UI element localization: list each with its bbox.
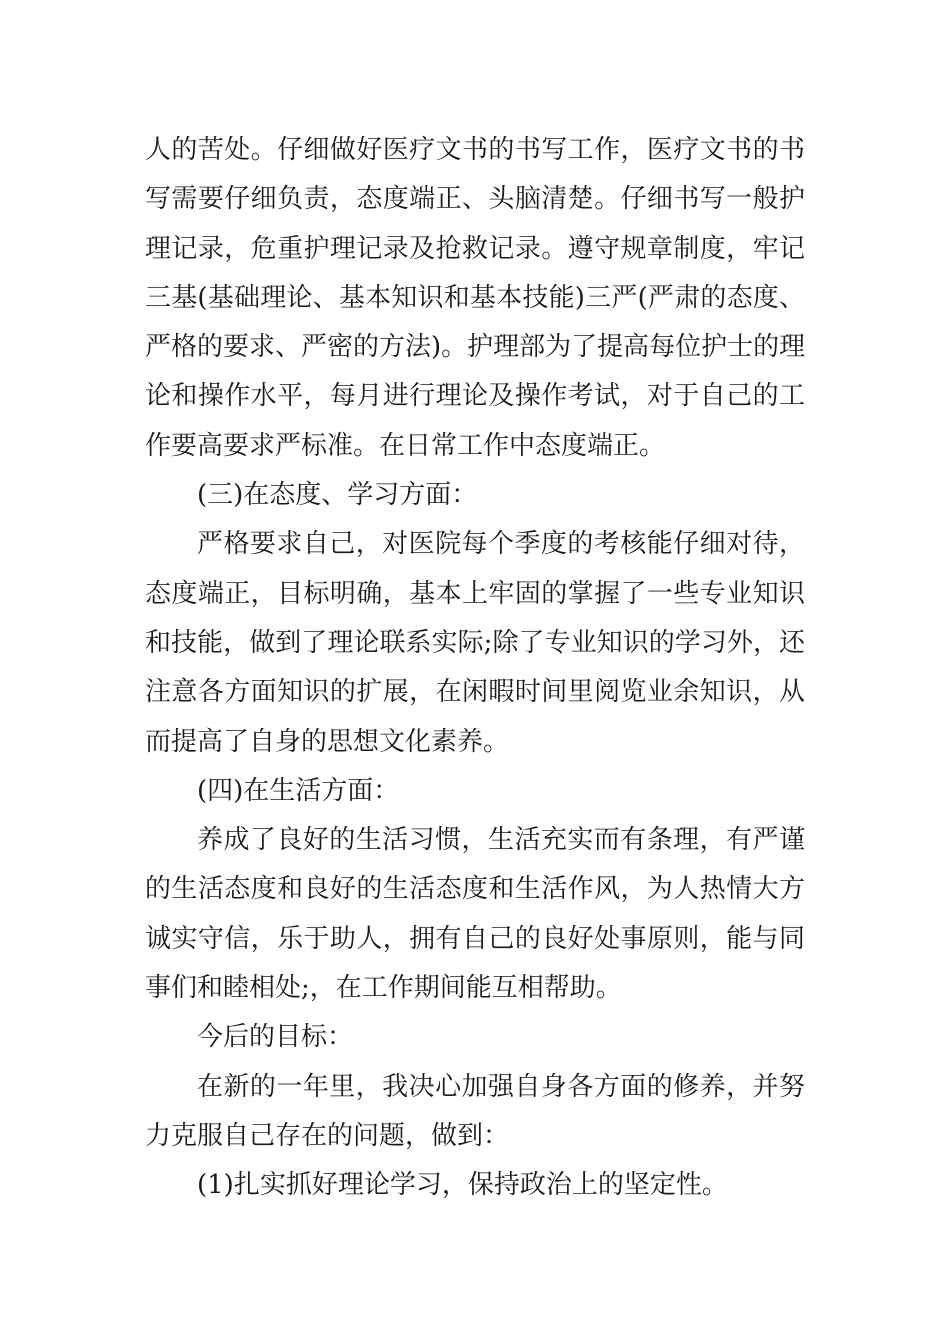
text-line: 严格的要求、严密的方法)。护理部为了提高每位护士的理 bbox=[145, 332, 806, 363]
section-heading-goals: 今后的目标： bbox=[197, 1022, 354, 1053]
text-line: 诚实守信，乐于助人，拥有自己的良好处事原则，能与同 bbox=[145, 923, 805, 954]
text-line: 人的苦处。仔细做好医疗文书的书写工作，医疗文书的书 bbox=[145, 135, 805, 165]
text-line: 事们和睦相处;，在工作期间能互相帮助。 bbox=[145, 973, 622, 1004]
text-line: 注意各方面知识的扩展，在闲暇时间里阅览业余知识，从 bbox=[145, 677, 805, 708]
section-heading-life: (四)在生活方面： bbox=[197, 775, 400, 806]
text-line: 力克服自己存在的问题，做到： bbox=[145, 1120, 510, 1151]
text-line: 作要高要求严标准。在日常工作中态度端正。 bbox=[145, 430, 666, 461]
text-line: 的生活态度和良好的生活态度和生活作风，为人热情大方 bbox=[145, 874, 805, 905]
text-line: 写需要仔细负责，态度端正、头脑清楚。仔细书写一般护 bbox=[145, 184, 805, 215]
text-line: 论和操作水平，每月进行理论及操作考试，对于自己的工 bbox=[145, 381, 805, 412]
document-body bbox=[145, 126, 805, 1211]
list-item: (1)扎实抓好理论学习，保持政治上的坚定性。 bbox=[197, 1170, 728, 1201]
text-line: 而提高了自身的思想文化素养。 bbox=[145, 726, 510, 757]
text-line: 在新的一年里，我决心加强自身各方面的修养，并努 bbox=[197, 1071, 805, 1102]
text-line: 三基(基础理论、基本知识和基本技能)三严(严肃的态度、 bbox=[145, 282, 805, 313]
section-heading-attitude-study: (三)在态度、学习方面： bbox=[197, 480, 478, 511]
text-line: 养成了良好的生活习惯，生活充实而有条理，有严谨 bbox=[197, 825, 805, 856]
text-line: 理记录，危重护理记录及抢救记录。遵守规章制度，牢记 bbox=[145, 233, 805, 264]
text-line: 态度端正，目标明确，基本上牢固的掌握了一些专业知识 bbox=[145, 578, 805, 609]
text-line: 和技能，做到了理论联系实际;除了专业知识的学习外，还 bbox=[145, 627, 805, 658]
text-line: 严格要求自己，对医院每个季度的考核能仔细对待， bbox=[197, 529, 805, 560]
